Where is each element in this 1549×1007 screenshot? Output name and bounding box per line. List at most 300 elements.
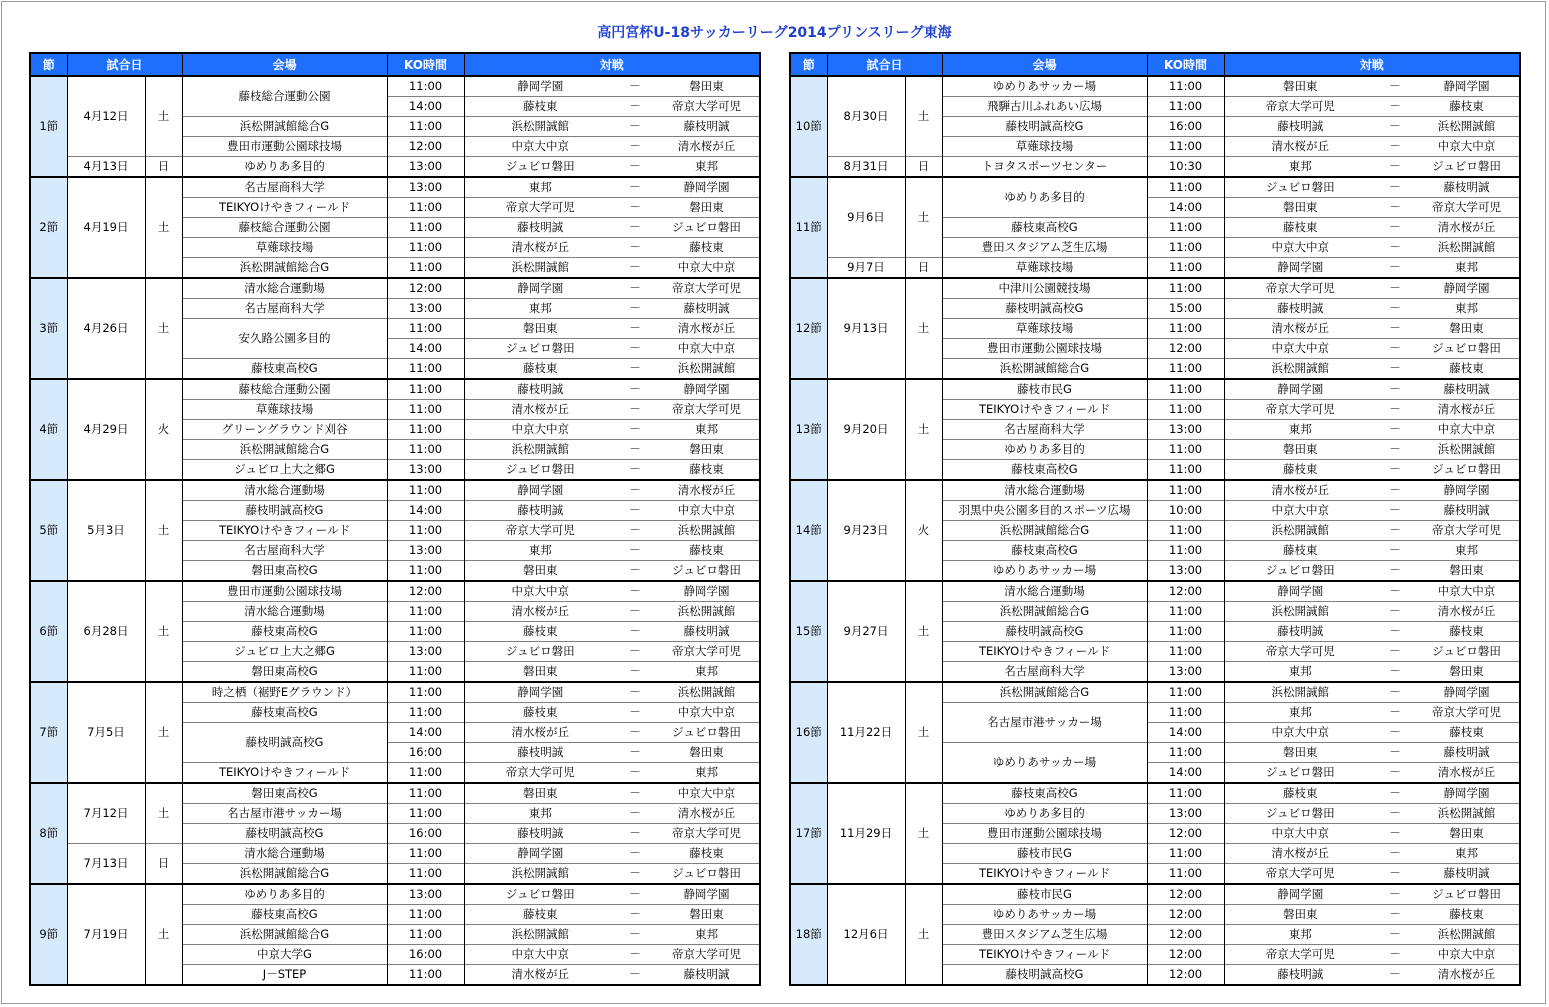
versus-dash: － <box>616 400 654 420</box>
versus-dash: － <box>1376 804 1414 824</box>
venue: 清水総合運動場 <box>942 581 1147 602</box>
kickoff-time: 11:00 <box>387 319 464 339</box>
away-team: 中京大中京 <box>654 501 760 521</box>
away-team: 浜松開誠館 <box>1414 440 1520 460</box>
home-team: 清水桜が丘 <box>464 602 616 622</box>
away-team: 清水桜が丘 <box>654 480 760 501</box>
section-label: 6節 <box>30 581 67 682</box>
home-team: 中京大中京 <box>1224 339 1376 359</box>
away-team: 藤枝明誠 <box>1414 379 1520 400</box>
versus-dash: － <box>1389 180 1401 194</box>
home-team: 清水桜が丘 <box>464 723 616 743</box>
kickoff-time: 11:00 <box>1147 319 1224 339</box>
match-row <box>30 379 760 400</box>
kickoff-time: 11:00 <box>387 258 464 279</box>
away-team: 中京大中京 <box>1414 420 1520 440</box>
home-team: 磐田東 <box>464 783 616 804</box>
away-team: ジュビロ磐田 <box>1414 460 1520 481</box>
home-team: 静岡学園 <box>464 844 616 864</box>
versus-dash: － <box>1376 905 1414 925</box>
match-date: 9月20日 <box>827 379 905 480</box>
section-label: 1節 <box>30 76 67 177</box>
kickoff-time: 12:00 <box>1147 925 1224 945</box>
versus-dash: － <box>616 945 654 965</box>
away-team: 静岡学園 <box>1414 278 1520 299</box>
kickoff-time: 12:00 <box>1147 581 1224 602</box>
versus-dash: － <box>629 79 641 93</box>
section-label: 16節 <box>790 682 827 783</box>
away-team: 藤枝明誠 <box>654 117 760 137</box>
match-row <box>30 844 760 864</box>
versus-dash: － <box>1389 786 1401 800</box>
header-row <box>790 53 1520 76</box>
home-team: 中京大中京 <box>464 137 616 157</box>
home-team: 磐田東 <box>1224 743 1376 763</box>
away-team: ジュビロ磐田 <box>654 864 760 885</box>
venue: 浜松開誠館総合G <box>182 258 387 279</box>
away-team: 藤枝東 <box>1414 723 1520 743</box>
away-team: 中京大中京 <box>654 258 760 279</box>
venue: 藤枝市民G <box>942 379 1147 400</box>
kickoff-time: 15:00 <box>1147 299 1224 319</box>
venue: 時之栖（裾野Eグラウンド） <box>182 682 387 703</box>
match-weekday: 土 <box>145 177 182 278</box>
home-team: 東邦 <box>464 804 616 824</box>
kickoff-time: 14:00 <box>387 723 464 743</box>
versus-dash: － <box>616 420 654 440</box>
venue: 浜松開誠館総合G <box>182 925 387 945</box>
home-team: 浜松開誠館 <box>464 864 616 885</box>
away-team: 藤枝東 <box>1414 622 1520 642</box>
kickoff-time: 11:00 <box>1147 864 1224 885</box>
versus-dash: － <box>1389 685 1401 699</box>
versus-dash: － <box>1376 238 1414 258</box>
match-weekday: 土 <box>145 884 182 985</box>
match-row <box>30 783 760 804</box>
kickoff-time: 16:00 <box>387 743 464 763</box>
venue: J－STEP <box>182 965 387 986</box>
versus-dash: － <box>616 703 654 723</box>
venue: 藤枝明誠高校G <box>182 501 387 521</box>
kickoff-time: 11:00 <box>1147 480 1224 501</box>
versus-dash: － <box>1376 703 1414 723</box>
match-weekday: 土 <box>905 581 942 682</box>
match-date: 7月5日 <box>67 682 145 783</box>
home-team: 磐田東 <box>1224 440 1376 460</box>
home-team: 帝京大学可児 <box>1224 400 1376 420</box>
versus-dash: － <box>616 642 654 662</box>
match-row <box>30 480 760 501</box>
kickoff-time: 11:00 <box>387 198 464 218</box>
home-team: 藤枝明誠 <box>1224 965 1376 986</box>
versus-dash: － <box>1376 157 1414 178</box>
venue: ゆめりあ多目的 <box>182 884 387 905</box>
home-team: 藤枝東 <box>464 703 616 723</box>
away-team: 藤枝明誠 <box>654 622 760 642</box>
away-team: 東邦 <box>654 763 760 784</box>
page-title: 高円宮杯U-18サッカーリーグ2014プリンスリーグ東海 <box>597 25 952 41</box>
versus-dash: － <box>616 541 654 561</box>
venue: ゆめりあ多目的 <box>182 157 387 178</box>
kickoff-time: 11:00 <box>387 965 464 986</box>
venue: TEIKYOけやきフィールド <box>942 642 1147 662</box>
home-team: 東邦 <box>464 299 616 319</box>
kickoff-time: 11:00 <box>387 925 464 945</box>
kickoff-time: 14:00 <box>387 339 464 359</box>
kickoff-time: 13:00 <box>387 460 464 481</box>
versus-dash: － <box>1376 97 1414 117</box>
venue: 名古屋市港サッカー場 <box>182 804 387 824</box>
away-team: 浜松開誠館 <box>1414 925 1520 945</box>
home-team: 浜松開誠館 <box>464 117 616 137</box>
match-weekday: 土 <box>145 76 182 157</box>
home-team: 東邦 <box>464 177 616 198</box>
home-team: 中京大中京 <box>1224 238 1376 258</box>
home-team: 静岡学園 <box>464 278 616 299</box>
match-row <box>790 76 1520 97</box>
versus-dash: － <box>1389 887 1401 901</box>
home-team: 静岡学園 <box>1224 379 1376 400</box>
versus-dash: － <box>616 965 654 986</box>
versus-dash: － <box>1376 319 1414 339</box>
kickoff-time: 14:00 <box>1147 723 1224 743</box>
away-team: 静岡学園 <box>1414 480 1520 501</box>
kickoff-time: 12:00 <box>387 278 464 299</box>
home-team: 清水桜が丘 <box>1224 844 1376 864</box>
kickoff-time: 11:00 <box>1147 238 1224 258</box>
away-team: 浜松開誠館 <box>654 521 760 541</box>
kickoff-time: 11:00 <box>387 218 464 238</box>
versus-dash: － <box>616 117 654 137</box>
venue: 名古屋商科大学 <box>942 420 1147 440</box>
venue: 藤枝総合運動公園 <box>182 76 387 117</box>
kickoff-time: 12:00 <box>387 581 464 602</box>
home-team: 藤枝明誠 <box>464 379 616 400</box>
versus-dash: － <box>616 561 654 582</box>
versus-dash: － <box>1376 440 1414 460</box>
header-venue: 会場 <box>942 53 1147 76</box>
kickoff-time: 11:00 <box>387 622 464 642</box>
match-weekday: 火 <box>905 480 942 581</box>
kickoff-time: 11:00 <box>387 703 464 723</box>
kickoff-time: 11:00 <box>387 783 464 804</box>
kickoff-time: 11:00 <box>387 420 464 440</box>
match-weekday: 土 <box>145 581 182 682</box>
match-weekday: 土 <box>905 278 942 379</box>
header-venue: 会場 <box>182 53 387 76</box>
home-team: 藤枝明誠 <box>1224 622 1376 642</box>
venue: TEIKYOけやきフィールド <box>942 400 1147 420</box>
home-team: 帝京大学可児 <box>1224 864 1376 885</box>
versus-dash: － <box>1376 561 1414 582</box>
match-weekday: 日 <box>905 258 942 279</box>
home-team: ジュビロ磐田 <box>464 157 616 178</box>
match-date: 9月27日 <box>827 581 905 682</box>
venue: 豊田市運動公園球技場 <box>942 824 1147 844</box>
versus-dash: － <box>1376 339 1414 359</box>
home-team: 藤枝東 <box>1224 541 1376 561</box>
away-team: 清水桜が丘 <box>654 137 760 157</box>
match-date: 4月12日 <box>67 76 145 157</box>
venue: 藤枝市民G <box>942 884 1147 905</box>
home-team: 帝京大学可児 <box>464 198 616 218</box>
home-team: 藤枝東 <box>1224 460 1376 481</box>
home-team: 清水桜が丘 <box>1224 480 1376 501</box>
away-team: 藤枝明誠 <box>1414 743 1520 763</box>
venue: 草薙球技場 <box>942 137 1147 157</box>
kickoff-time: 11:00 <box>387 480 464 501</box>
match-weekday: 日 <box>145 157 182 178</box>
home-team: ジュビロ磐田 <box>1224 804 1376 824</box>
home-team: 浜松開誠館 <box>1224 602 1376 622</box>
venue: 清水総合運動場 <box>182 278 387 299</box>
kickoff-time: 12:00 <box>1147 884 1224 905</box>
match-weekday: 土 <box>905 76 942 157</box>
away-team: 藤枝明誠 <box>654 965 760 986</box>
kickoff-time: 12:00 <box>387 137 464 157</box>
header-match: 対戦 <box>1224 53 1520 76</box>
match-date: 9月13日 <box>827 278 905 379</box>
away-team: 中京大中京 <box>654 783 760 804</box>
kickoff-time: 11:00 <box>1147 440 1224 460</box>
home-team: 藤枝明誠 <box>1224 299 1376 319</box>
away-team: 浜松開誠館 <box>654 602 760 622</box>
venue: 豊田市運動公園球技場 <box>942 339 1147 359</box>
away-team: 磐田東 <box>654 440 760 460</box>
venue: ジュビロ上大之郷G <box>182 642 387 662</box>
match-date: 7月13日 <box>67 844 145 885</box>
away-team: 帝京大学可児 <box>1414 198 1520 218</box>
kickoff-time: 11:00 <box>387 763 464 784</box>
venue: 安久路公園多目的 <box>182 319 387 359</box>
venue: 名古屋商科大学 <box>182 177 387 198</box>
versus-dash: － <box>1389 483 1401 497</box>
away-team: 静岡学園 <box>1414 76 1520 97</box>
kickoff-time: 11:00 <box>387 844 464 864</box>
venue: グリーングラウンド刈谷 <box>182 420 387 440</box>
versus-dash: － <box>616 319 654 339</box>
venue: 豊田スタジアム芝生広場 <box>942 238 1147 258</box>
venue: 藤枝東高校G <box>182 359 387 380</box>
section-label: 7節 <box>30 682 67 783</box>
home-team: 静岡学園 <box>464 480 616 501</box>
away-team: 帝京大学可児 <box>654 278 760 299</box>
kickoff-time: 11:00 <box>387 602 464 622</box>
home-team: 清水桜が丘 <box>464 238 616 258</box>
match-date: 4月19日 <box>67 177 145 278</box>
venue: 磐田東高校G <box>182 561 387 582</box>
section-label: 13節 <box>790 379 827 480</box>
venue: 浜松開誠館総合G <box>182 440 387 460</box>
venue: 藤枝東高校G <box>942 460 1147 481</box>
versus-dash: － <box>1389 382 1401 396</box>
away-team: 静岡学園 <box>1414 682 1520 703</box>
match-weekday: 土 <box>145 783 182 844</box>
versus-dash: － <box>1376 662 1414 683</box>
home-team: 東邦 <box>1224 662 1376 683</box>
header-match: 対戦 <box>464 53 760 76</box>
venue: トヨタスポーツセンター <box>942 157 1147 178</box>
versus-dash: － <box>1376 299 1414 319</box>
versus-dash: － <box>629 887 641 901</box>
kickoff-time: 11:00 <box>387 864 464 885</box>
away-team: 藤枝東 <box>1414 97 1520 117</box>
venue: 中津川公園競技場 <box>942 278 1147 299</box>
versus-dash: － <box>616 218 654 238</box>
kickoff-time: 14:00 <box>1147 763 1224 784</box>
versus-dash: － <box>616 925 654 945</box>
section-label: 10節 <box>790 76 827 177</box>
home-team: 帝京大学可児 <box>1224 945 1376 965</box>
versus-dash: － <box>1376 400 1414 420</box>
match-weekday: 土 <box>905 379 942 480</box>
venue: ゆめりあサッカー場 <box>942 561 1147 582</box>
home-team: 静岡学園 <box>464 682 616 703</box>
kickoff-time: 11:00 <box>387 379 464 400</box>
kickoff-time: 11:00 <box>1147 97 1224 117</box>
venue: 草薙球技場 <box>182 238 387 258</box>
versus-dash: － <box>1376 137 1414 157</box>
venue: 藤枝東高校G <box>942 218 1147 238</box>
home-team: ジュビロ磐田 <box>464 460 616 481</box>
match-row <box>790 783 1520 804</box>
versus-dash: － <box>616 440 654 460</box>
match-row <box>790 682 1520 703</box>
home-team: 清水桜が丘 <box>464 400 616 420</box>
versus-dash: － <box>616 137 654 157</box>
venue: ゆめりあサッカー場 <box>942 743 1147 784</box>
versus-dash: － <box>616 622 654 642</box>
away-team: 浜松開誠館 <box>654 682 760 703</box>
match-date: 8月30日 <box>827 76 905 157</box>
kickoff-time: 11:00 <box>1147 177 1224 198</box>
kickoff-time: 10:30 <box>1147 157 1224 178</box>
versus-dash: － <box>629 786 641 800</box>
home-team: 浜松開誠館 <box>464 925 616 945</box>
home-team: 藤枝東 <box>464 622 616 642</box>
home-team: 清水桜が丘 <box>1224 319 1376 339</box>
venue: 名古屋市港サッカー場 <box>942 703 1147 743</box>
home-team: 藤枝東 <box>464 97 616 117</box>
header-section: 節 <box>790 53 827 76</box>
venue: 名古屋商科大学 <box>182 541 387 561</box>
kickoff-time: 11:00 <box>1147 682 1224 703</box>
venue: 藤枝東高校G <box>182 703 387 723</box>
match-row <box>30 177 760 198</box>
home-team: 藤枝明誠 <box>1224 117 1376 137</box>
away-team: 東邦 <box>654 662 760 683</box>
kickoff-time: 11:00 <box>387 117 464 137</box>
home-team: 中京大中京 <box>464 945 616 965</box>
versus-dash: － <box>616 198 654 218</box>
home-team: 東邦 <box>1224 157 1376 178</box>
versus-dash: － <box>616 905 654 925</box>
kickoff-time: 14:00 <box>1147 198 1224 218</box>
versus-dash: － <box>1376 965 1414 986</box>
away-team: 藤枝東 <box>654 541 760 561</box>
section-label: 18節 <box>790 884 827 985</box>
header-section: 節 <box>30 53 67 76</box>
venue: 飛騨古川ふれあい広場 <box>942 97 1147 117</box>
kickoff-time: 16:00 <box>387 945 464 965</box>
away-team: 浜松開誠館 <box>1414 804 1520 824</box>
venue: 浜松開誠館総合G <box>942 521 1147 541</box>
kickoff-time: 11:00 <box>387 804 464 824</box>
venue: TEIKYOけやきフィールド <box>182 521 387 541</box>
kickoff-time: 13:00 <box>1147 420 1224 440</box>
kickoff-time: 12:00 <box>1147 945 1224 965</box>
home-team: 中京大中京 <box>1224 723 1376 743</box>
versus-dash: － <box>1376 723 1414 743</box>
versus-dash: － <box>616 844 654 864</box>
header-row <box>30 53 760 76</box>
away-team: ジュビロ磐田 <box>654 723 760 743</box>
match-weekday: 土 <box>145 278 182 379</box>
section-label: 2節 <box>30 177 67 278</box>
venue: 磐田東高校G <box>182 662 387 683</box>
home-team: 静岡学園 <box>1224 581 1376 602</box>
home-team: ジュビロ磐田 <box>1224 561 1376 582</box>
venue: 名古屋商科大学 <box>942 662 1147 683</box>
match-date: 4月13日 <box>67 157 145 178</box>
away-team: ジュビロ磐田 <box>1414 642 1520 662</box>
versus-dash: － <box>616 460 654 481</box>
away-team: 帝京大学可児 <box>654 97 760 117</box>
versus-dash: － <box>1376 945 1414 965</box>
versus-dash: － <box>616 763 654 784</box>
venue: TEIKYOけやきフィールド <box>942 945 1147 965</box>
match-row <box>790 278 1520 299</box>
away-team: 清水桜が丘 <box>1414 400 1520 420</box>
header-ko-time: KO時間 <box>387 53 464 76</box>
away-team: 磐田東 <box>654 76 760 97</box>
venue: 清水総合運動場 <box>182 602 387 622</box>
away-team: ジュビロ磐田 <box>1414 339 1520 359</box>
venue: 藤枝東高校G <box>182 622 387 642</box>
section-label: 4節 <box>30 379 67 480</box>
match-row <box>30 884 760 905</box>
kickoff-time: 11:00 <box>387 440 464 460</box>
away-team: 清水桜が丘 <box>1414 763 1520 784</box>
away-team: 磐田東 <box>1414 662 1520 683</box>
section-label: 14節 <box>790 480 827 581</box>
away-team: 清水桜が丘 <box>1414 965 1520 986</box>
away-team: 磐田東 <box>654 743 760 763</box>
venue: 藤枝東高校G <box>942 541 1147 561</box>
venue: 名古屋商科大学 <box>182 299 387 319</box>
versus-dash: － <box>616 359 654 380</box>
venue: 藤枝市民G <box>942 844 1147 864</box>
venue: 藤枝明誠高校G <box>182 824 387 844</box>
home-team: 藤枝明誠 <box>464 218 616 238</box>
versus-dash: － <box>1376 218 1414 238</box>
home-team: 浜松開誠館 <box>464 440 616 460</box>
kickoff-time: 13:00 <box>387 299 464 319</box>
away-team: 清水桜が丘 <box>654 319 760 339</box>
match-weekday: 土 <box>905 884 942 985</box>
header-ko-time: KO時間 <box>1147 53 1224 76</box>
away-team: 東邦 <box>1414 258 1520 279</box>
section-label: 5節 <box>30 480 67 581</box>
venue: 藤枝明誠高校G <box>182 723 387 763</box>
kickoff-time: 11:00 <box>387 561 464 582</box>
away-team: 藤枝明誠 <box>654 299 760 319</box>
versus-dash: － <box>616 824 654 844</box>
versus-dash: － <box>616 501 654 521</box>
away-team: 藤枝東 <box>654 844 760 864</box>
match-date: 4月26日 <box>67 278 145 379</box>
away-team: 東邦 <box>654 925 760 945</box>
